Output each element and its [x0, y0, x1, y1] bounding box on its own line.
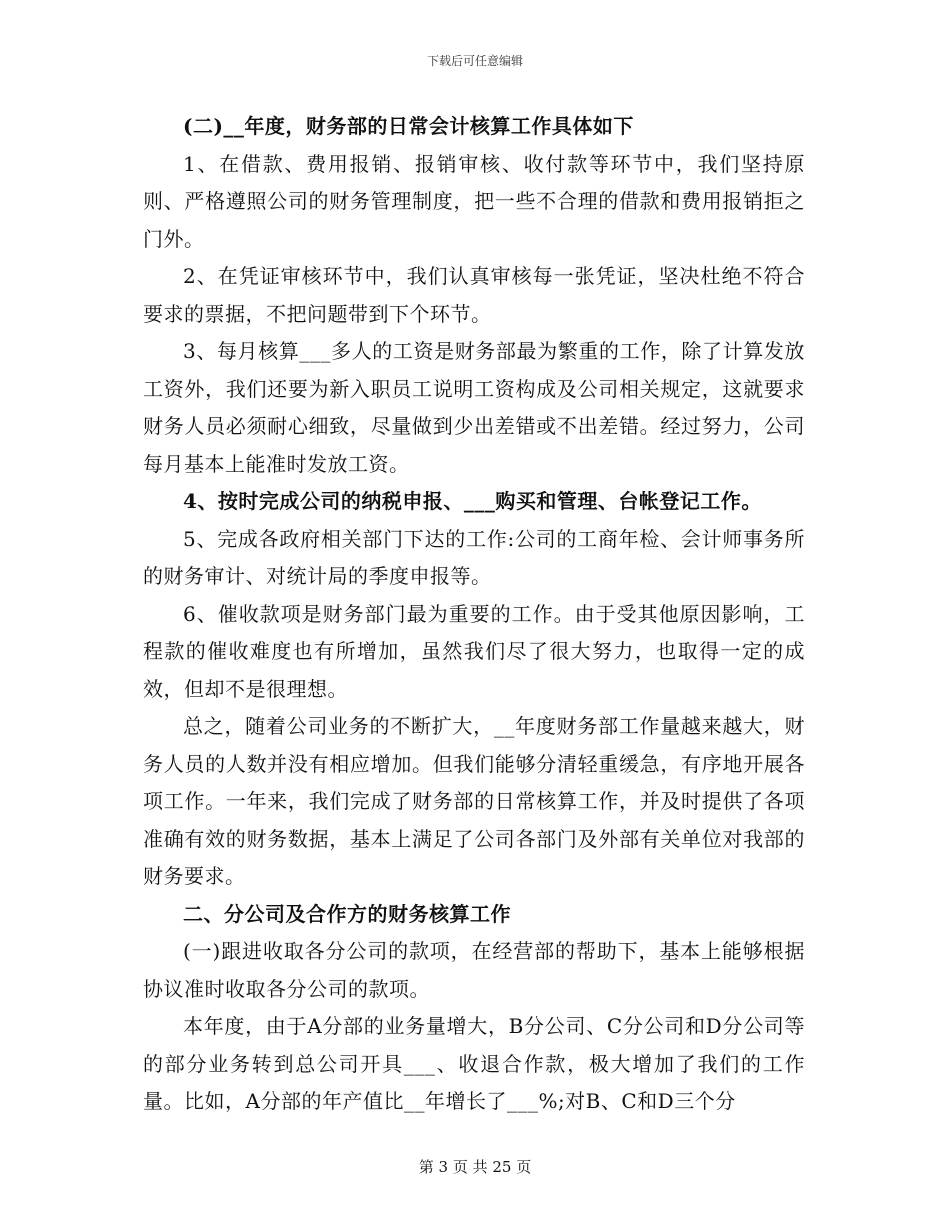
paragraph-item-2: 2、在凭证审核环节中，我们认真审核每一张凭证，坚决杜绝不符合要求的票据，不把问题带到下个环节。 — [143, 264, 805, 326]
page-footer: 第 3 页 共 25 页 — [418, 1158, 532, 1176]
paragraph-branch-collection: (一)跟进收取各分公司的款项，在经营部的帮助下，基本上能够根据协议准时收取各分公司的款项。 — [143, 939, 805, 1001]
paragraph-summary: 总之，随着公司业务的不断扩大，__年度财务部工作量越来越大，财务人员的人数并没有相应增加。但我们能够分清轻重缓急，有序地开展各项工作。一年来，我们完成了财务部的日常核算工作，并及时提供了各项准确有效的财务数据，基本上满足了公司各部门及外部有关单位对我部的财务要求。 — [143, 714, 805, 888]
paragraph-annual-workload: 本年度，由于A分部的业务量增大，B分公司、C分公司和D分公司等的部分业务转到总公司开具___、收退合作款，极大增加了我们的工作量。比如，A分部的年产值比__年增长了___%;对B、C和D三个分 — [143, 1014, 805, 1113]
section-heading-branch-accounting: 二、分公司及合作方的财务核算工作 — [183, 901, 511, 926]
document-body — [143, 108, 805, 1121]
paragraph-item-4: 4、按时完成公司的纳税申报、___购买和管理、台帐登记工作。 — [183, 489, 762, 513]
paragraph-item-6: 6、催收款项是财务部门最为重要的工作。由于受其他原因影响，工程款的催收难度也有所增加，虽然我们尽了很大努力，也取得一定的成效，但却不是很理想。 — [143, 601, 805, 701]
paragraph-item-5: 5、完成各政府相关部门下达的工作:公司的工商年检、会计师事务所的财务审计、对统计局的季度申报等。 — [143, 526, 805, 588]
paragraph-item-1: 1、在借款、费用报销、报销审核、收付款等环节中，我们坚持原则、严格遵照公司的财务管理制度，把一些不合理的借款和费用报销拒之门外。 — [143, 151, 805, 251]
paragraph-item-3: 3、每月核算___多人的工资是财务部最为繁重的工作，除了计算发放工资外，我们还要为新入职员工说明工资构成及公司相关规定，这就要求财务人员必须耐心细致，尽量做到少出差错或不出差错。经过努力，公司每月基本上能准时发放工资。 — [143, 339, 805, 476]
section-heading-daily-accounting: (二)__年度，财务部的日常会计核算工作具体如下 — [183, 114, 634, 138]
page-header: 下载后可任意编辑 — [426, 54, 523, 68]
